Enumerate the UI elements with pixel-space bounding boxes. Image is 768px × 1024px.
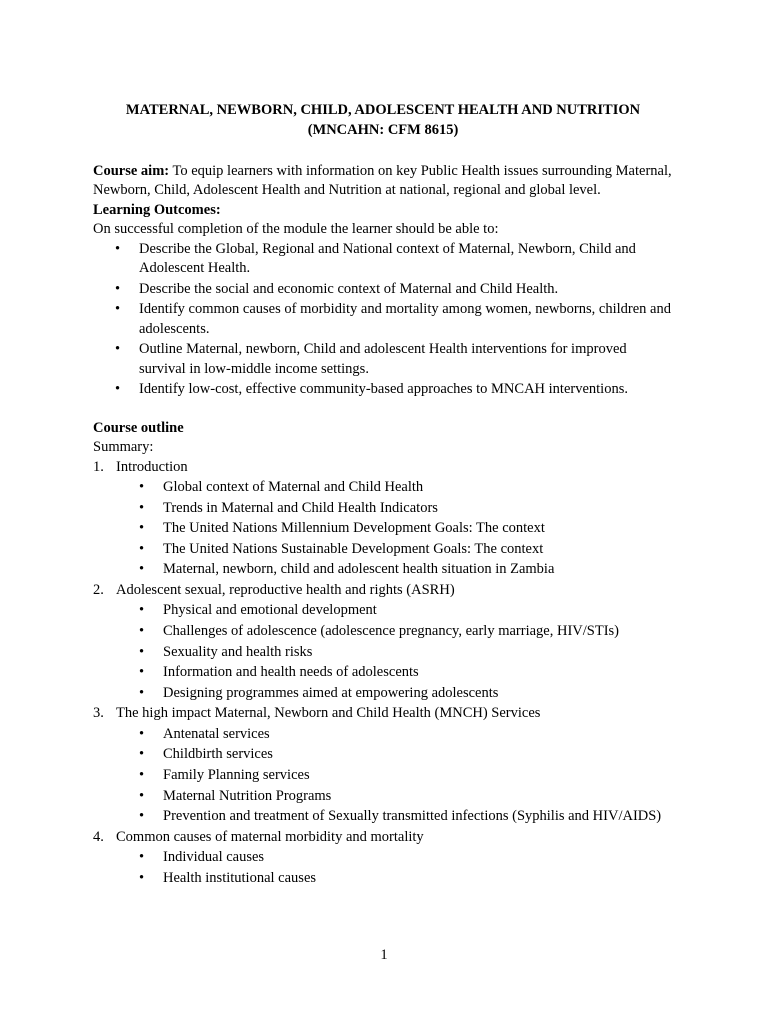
outline-sublist [116,601,673,703]
list-item-text: Outline Maternal, newborn, Child and adolescent Health interventions for improved survival in low-middle income settings. [139,341,627,377]
outline-section-number: 3. [93,705,104,722]
outline-section [93,458,673,580]
list-item [93,300,673,339]
outline-sublist [116,478,673,580]
list-item [116,848,673,867]
list-item [116,540,673,559]
section-spacer [93,401,673,419]
outline-section-number: 1. [93,458,104,475]
outline-section [93,581,673,703]
document-title [93,100,673,140]
bullet-icon: • [139,664,145,681]
list-item [116,787,673,806]
title-line-2: (MNCAHN: CFM 8615) [307,122,459,138]
list-item-text: Information and health needs of adolescents [163,664,419,681]
list-item [116,663,673,682]
list-item-text: Antenatal services [163,725,270,742]
list-item-text: Identify common causes of morbidity and mortality among women, newborns, children and adolescents. [139,301,671,337]
bullet-icon: • [139,808,145,825]
list-item-text: Maternal, newborn, child and adolescent health situation in Zambia [163,561,555,578]
bullet-icon: • [115,301,121,318]
list-item [116,519,673,538]
bullet-icon: • [139,520,145,537]
learning-outcomes-list [93,240,673,400]
list-item-text: Individual causes [163,849,265,866]
list-item-text: Describe the Global, Regional and National context of Maternal, Newborn, Child and Adolescent Health. [139,240,636,277]
bullet-icon: • [139,869,145,886]
bullet-icon: • [139,725,145,742]
outline-section-number: 4. [93,828,104,845]
learning-outcomes-heading: Learning Outcomes: [93,201,221,218]
bullet-icon: • [139,766,145,783]
outline-section [93,828,673,888]
list-item-text: Prevention and treatment of Sexually transmitted infections (Syphilis and HIV/AIDS) [163,808,662,825]
list-item [116,869,673,888]
list-item [93,380,673,399]
bullet-icon: • [139,746,145,763]
list-item-text: Health institutional causes [163,869,317,886]
list-item-text: The United Nations Sustainable Development Goals: The context [163,540,544,557]
course-aim [93,162,673,201]
list-item [116,745,673,764]
outline-sublist [116,725,673,827]
outline-section-title: The high impact Maternal, Newborn and Child Health (MNCH) Services [116,705,541,722]
bullet-icon: • [139,643,145,660]
outline-section-title: Introduction [116,458,188,475]
bullet-icon: • [139,540,145,557]
bullet-icon: • [139,602,145,619]
list-item [116,601,673,620]
page-number: 1 [380,947,388,963]
list-item [116,478,673,497]
bullet-icon: • [139,499,145,516]
list-item [116,560,673,579]
list-item-text: Sexuality and health risks [163,643,313,660]
bullet-icon: • [115,381,121,398]
summary-label: Summary: [93,439,154,456]
outline-section-number: 2. [93,582,104,598]
bullet-icon: • [139,561,145,578]
list-item [93,240,673,279]
bullet-icon: • [139,623,145,639]
outline-section-title: Adolescent sexual, reproductive health and rights (ASRH) [116,582,455,598]
list-item-text: Physical and emotional development [163,602,377,619]
list-item [116,725,673,744]
list-item [116,684,673,703]
bullet-icon: • [139,849,145,866]
list-item-text: Describe the social and economic context of Maternal and Child Health. [139,280,559,297]
list-item-text: Designing programmes aimed at empowering adolescents [163,684,499,701]
course-outline-list [93,458,673,889]
list-item [116,807,673,826]
list-item [116,643,673,662]
bullet-icon: • [115,240,121,257]
list-item-text: Global context of Maternal and Child Health [163,479,424,496]
list-item [116,622,673,641]
bullet-icon: • [139,684,145,701]
bullet-icon: • [115,280,121,297]
course-aim-text: To equip learners with information on key Public Health issues surrounding Maternal, Newborn, Child, Adolescent Health and Nutrition at national, regional and global level. [93,163,672,199]
course-aim-label: Course aim: [93,163,170,179]
list-item-text: Challenges of adolescence (adolescence pregnancy, early marriage, HIV/STIs) [163,623,619,639]
list-item [116,499,673,518]
bullet-icon: • [115,341,121,358]
bullet-icon: • [139,787,145,804]
document-page [93,100,673,889]
list-item-text: The United Nations Millennium Development Goals: The context [163,520,545,537]
course-outline-heading: Course outline [93,419,184,436]
bullet-icon: • [139,479,145,496]
learning-outcomes-intro: On successful completion of the module the learner should be able to: [93,221,499,238]
list-item-text: Childbirth services [163,746,273,763]
list-item-text: Family Planning services [163,766,310,783]
outline-section [93,704,673,826]
list-item-text: Maternal Nutrition Programs [163,787,332,804]
list-item [93,280,673,299]
outline-section-title: Common causes of maternal morbidity and mortality [116,828,424,845]
list-item [93,340,673,379]
title-line-1: MATERNAL, NEWBORN, CHILD, ADOLESCENT HEALTH AND NUTRITION [125,102,641,118]
list-item-text: Identify low-cost, effective community-based approaches to MNCAH interventions. [139,381,628,398]
outline-sublist [116,848,673,888]
list-item [116,766,673,785]
list-item-text: Trends in Maternal and Child Health Indicators [163,499,438,516]
